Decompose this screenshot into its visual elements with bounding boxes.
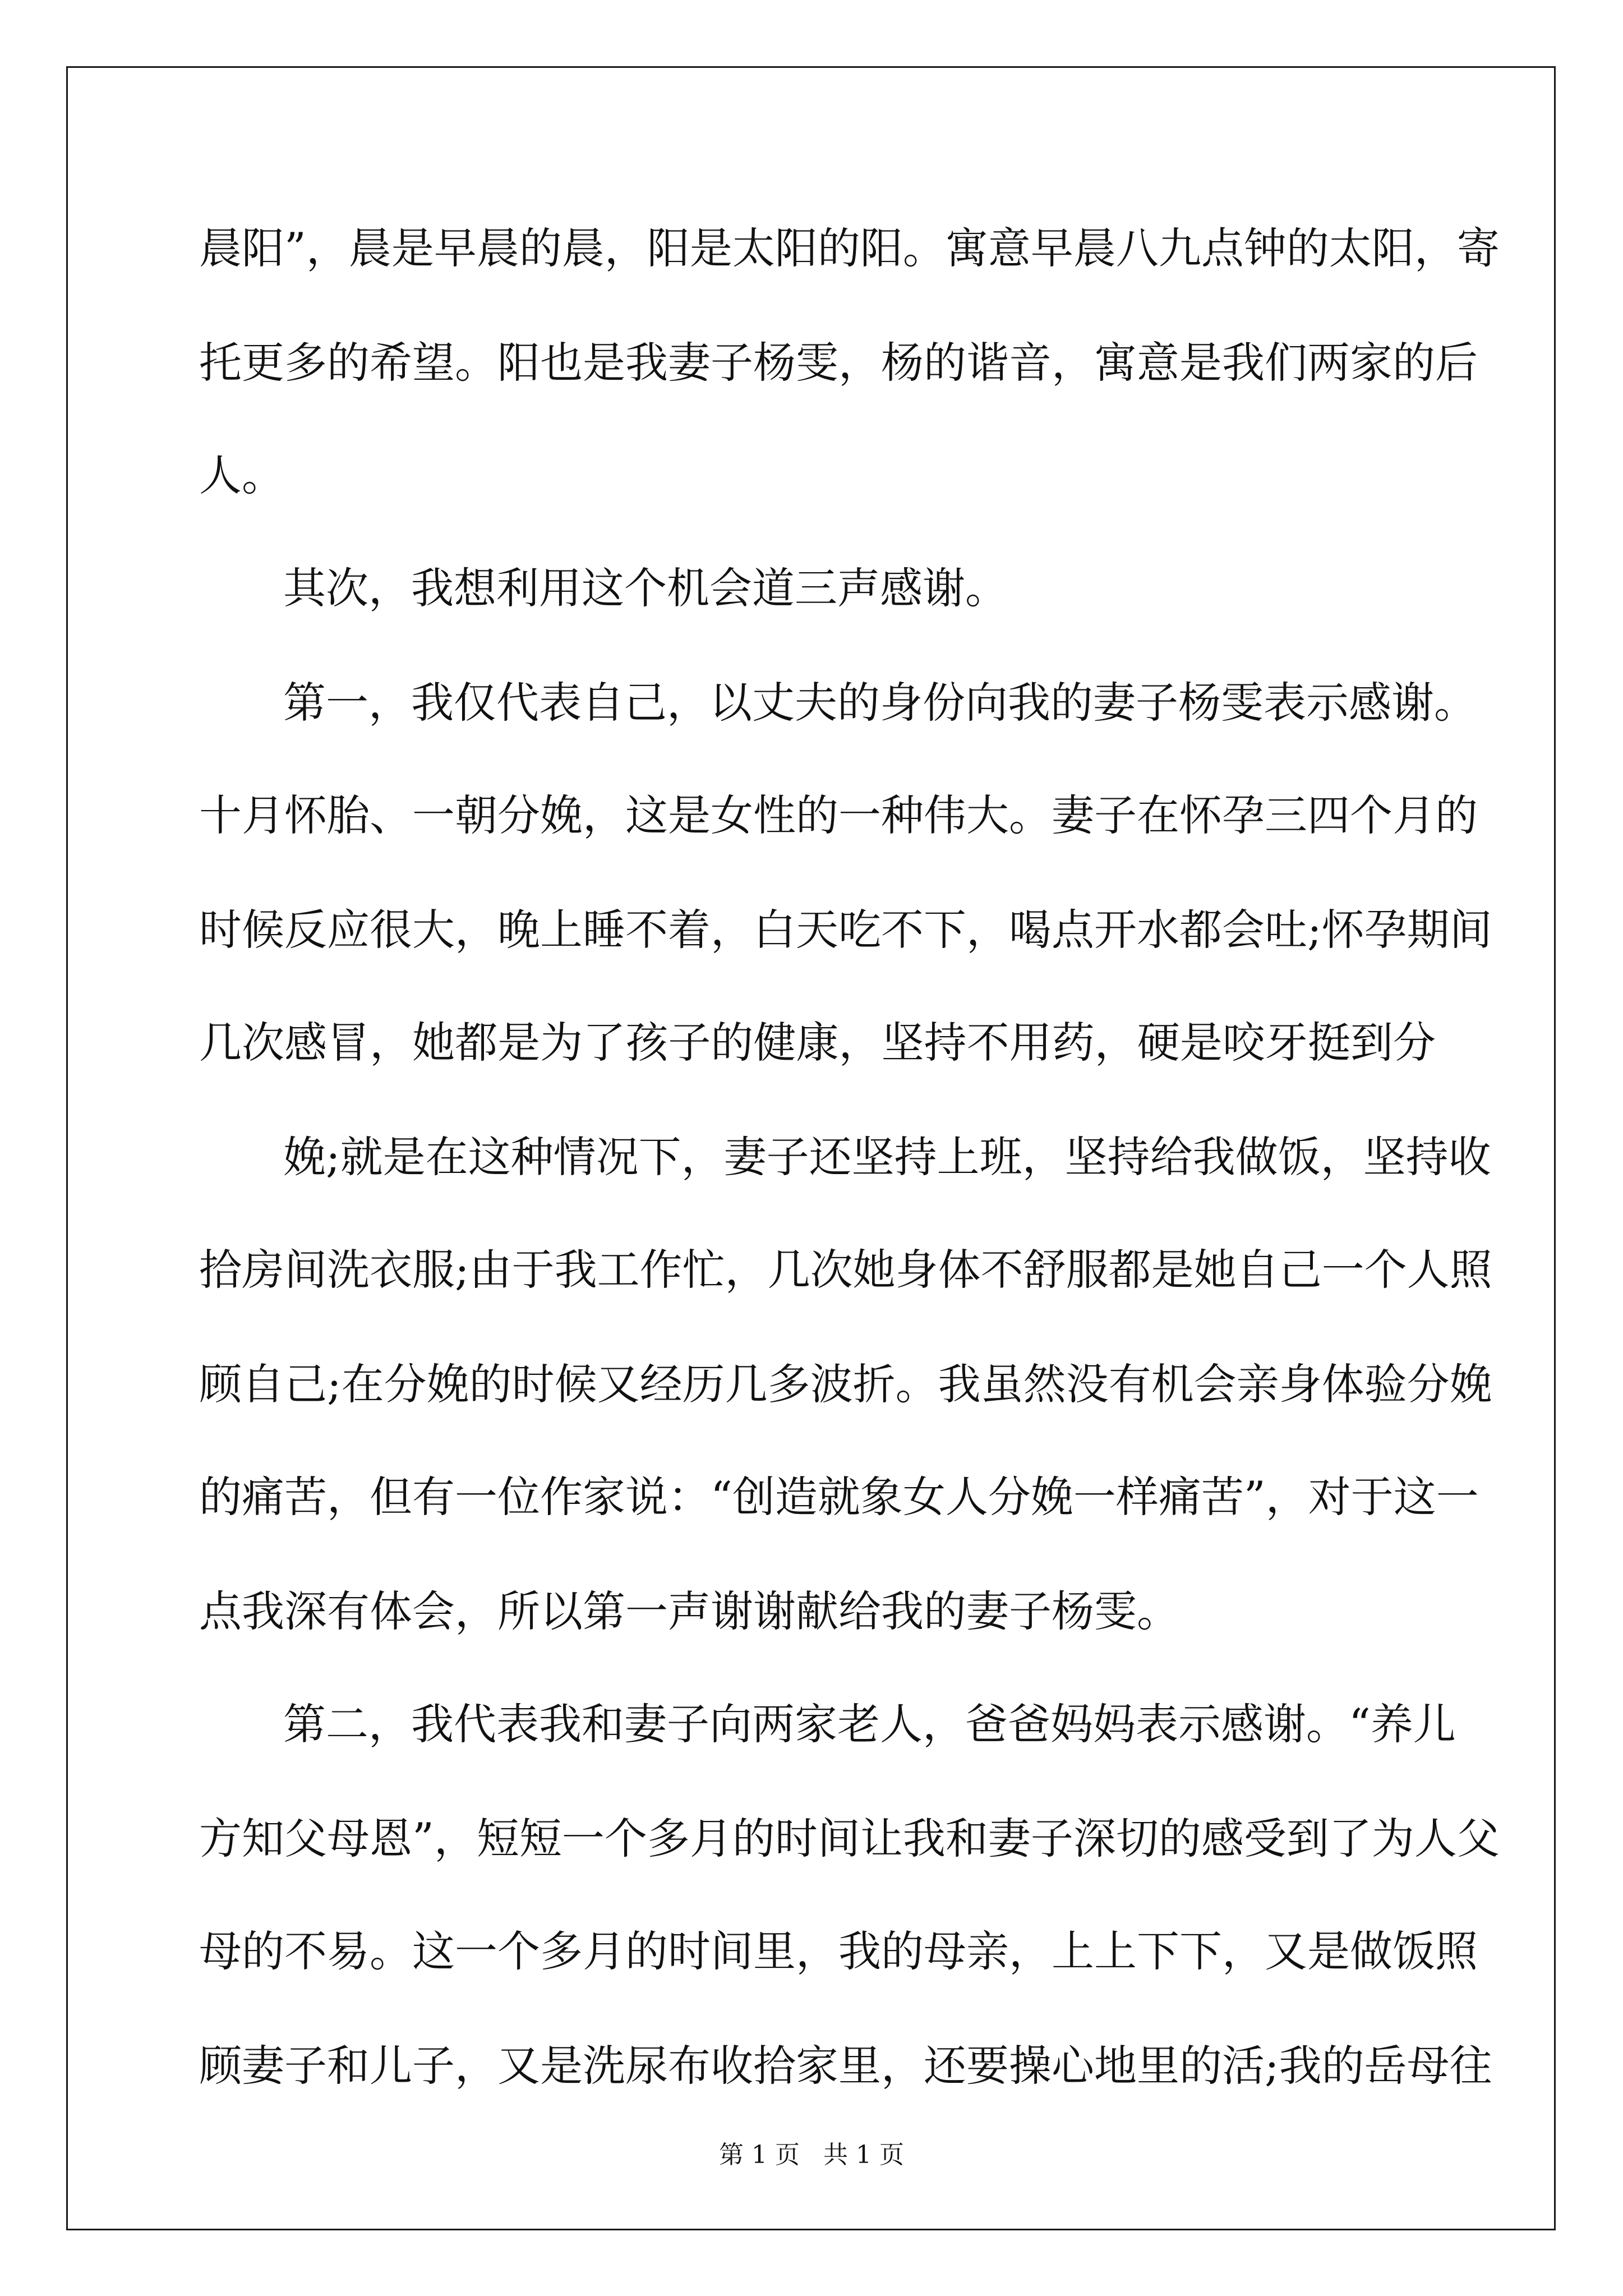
text-line: 托更多的希望。阳也是我妻子杨雯，杨的谐音，寓意是我们两家的后 [199, 338, 1478, 388]
text-line: 拾房间洗衣服;由于我工作忙，几次她身体不舒服都是她自己一个人照 [199, 1245, 1492, 1295]
text-line: 十月怀胎、一朝分娩，这是女性的一种伟大。妻子在怀孕三四个月的 [199, 790, 1478, 840]
paragraph-line: 第二，我代表我和妻子向两家老人，爸爸妈妈表示感谢。“养儿 [283, 1699, 1456, 1749]
page-number-footer: 第 1 页 共 1 页 [719, 2141, 904, 2169]
text-line: 的痛苦，但有一位作家说：“创造就象女人分娩一样痛苦”，对于这一 [199, 1472, 1479, 1522]
text-line: 晨阳”，晨是早晨的晨，阳是太阳的阳。寓意早晨八九点钟的太阳，寄 [199, 223, 1500, 273]
text-line: 人。 [199, 450, 284, 500]
text-line: 顾自己;在分娩的时候又经历几多波折。我虽然没有机会亲身体验分娩 [199, 1359, 1492, 1409]
text-line: 点我深有体会，所以第一声谢谢献给我的妻子杨雯。 [199, 1586, 1179, 1636]
text-line: 母的不易。这一个多月的时间里，我的母亲，上上下下，又是做饭照 [199, 1926, 1478, 1976]
text-line: 时候反应很大，晚上睡不着，白天吃不下，喝点开水都会吐;怀孕期间 [199, 905, 1492, 955]
text-line: 方知父母恩”，短短一个多月的时间让我和妻子深切的感受到了为人父 [199, 1814, 1500, 1864]
paragraph-line: 娩;就是在这种情况下，妻子还坚持上班，坚持给我做饭，坚持收 [283, 1132, 1491, 1182]
text-line: 几次感冒，她都是为了孩子的健康，坚持不用药，硬是咬牙挺到分 [199, 1018, 1436, 1068]
text-line: 顾妻子和儿子，又是洗尿布收拾家里，还要操心地里的活;我的岳母往 [199, 2041, 1492, 2091]
paragraph-line: 其次，我想利用这个机会道三声感谢。 [283, 563, 1008, 613]
paragraph-line: 第一，我仅代表自己，以丈夫的身份向我的妻子杨雯表示感谢。 [283, 678, 1477, 728]
